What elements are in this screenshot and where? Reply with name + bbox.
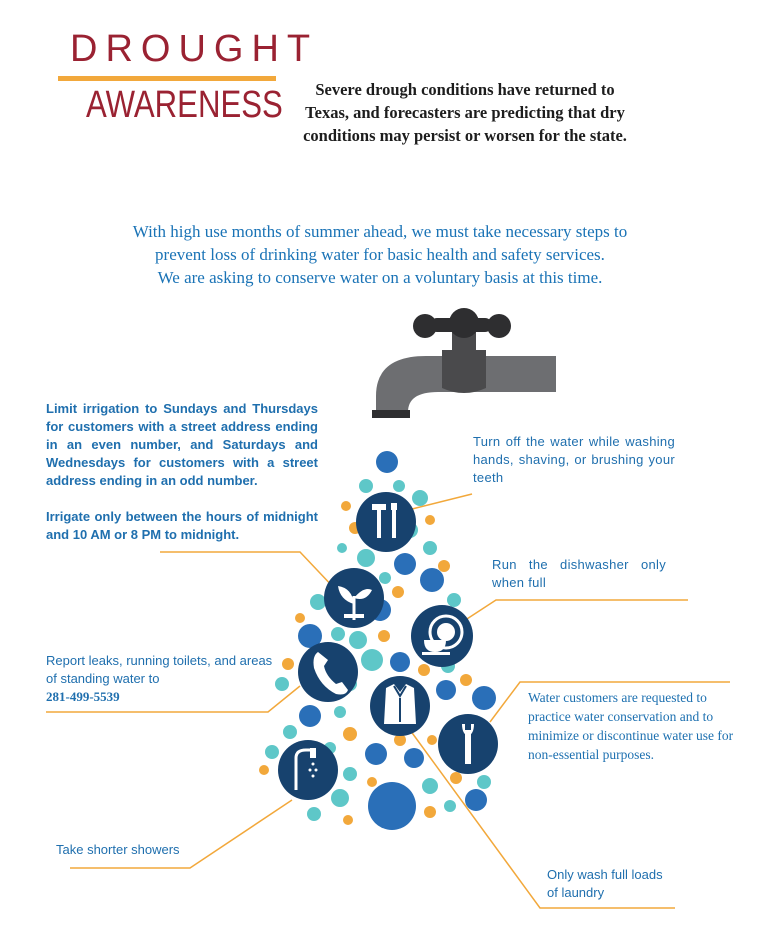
intro-text: Severe drough conditions have returned to Texas, and forecasters are predicting that dry conditions may persist or worsen for the state. bbox=[303, 80, 627, 145]
tip-irrigation-hours: Irrigate only between the hours of midnight and 10 AM or 8 PM to midnight. bbox=[46, 509, 318, 542]
tip-report-leaks bbox=[46, 652, 276, 706]
connector-irrigation bbox=[160, 552, 336, 590]
title-awareness: AWARENESS bbox=[86, 84, 283, 126]
tip-dishwasher: Run the dishwasher only when full bbox=[492, 557, 666, 590]
tip-report-phone: 281-499-5539 bbox=[46, 689, 120, 704]
title-drought: DROUGHT bbox=[70, 28, 319, 70]
subheading-line-1: With high use months of summer ahead, we must take necessary steps to bbox=[132, 222, 628, 241]
dishes-icon bbox=[411, 605, 473, 667]
shirt-icon bbox=[370, 676, 430, 736]
phone-icon bbox=[298, 642, 358, 702]
subheading-line-3: We are asking to conserve water on a voluntary basis at this time. bbox=[157, 268, 603, 287]
plant-icon bbox=[324, 568, 384, 628]
tip-showers: Take shorter showers bbox=[56, 842, 180, 857]
tip-irrigation-days: Limit irrigation to Sundays and Thursdays for customers with a street address ending in an even number, and Saturdays and Wednesdays for customers with a street address ending in an odd number. bbox=[46, 401, 318, 488]
tip-turn-off-water: Turn off the water while washing hands, shaving, or brushing your teeth bbox=[473, 434, 675, 485]
faucet-icon bbox=[372, 308, 556, 418]
shower-icon bbox=[278, 740, 338, 800]
tip-laundry: Only wash full loads of laundry bbox=[547, 867, 663, 900]
wrench-icon bbox=[438, 714, 498, 774]
toothbrush-razor-icon bbox=[356, 492, 416, 552]
connector-dishwasher bbox=[450, 600, 688, 630]
subheading-line-2: prevent loss of drinking water for basic health and safety services. bbox=[155, 245, 605, 264]
tip-report-leaks-text: Report leaks, running toilets, and areas of standing water to bbox=[46, 653, 273, 686]
tip-non-essential: Water customers are requested to practice water conservation and to minimize or discontinue water use for non-essential purposes. bbox=[528, 690, 734, 762]
